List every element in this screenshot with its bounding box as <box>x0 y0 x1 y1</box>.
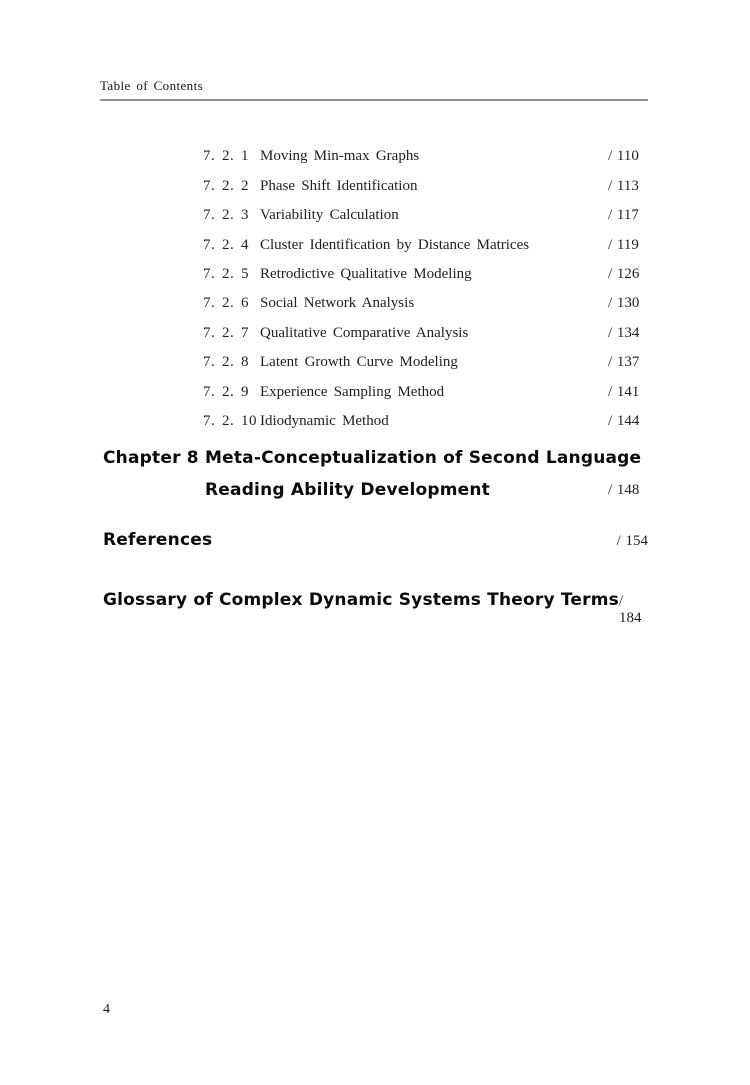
toc-entry-page: / 117 <box>608 207 639 224</box>
toc-entry-page: / 113 <box>608 177 639 194</box>
toc-entry <box>203 171 648 200</box>
toc-entry-page: / 141 <box>608 383 640 400</box>
toc-entry-references <box>103 530 648 550</box>
toc-entry-title: Idiodynamic Method <box>260 413 389 430</box>
glossary-title: Glossary of Complex Dynamic Systems Theory Terms <box>103 590 619 610</box>
toc-entry-number: 7. 2. 4 <box>203 236 249 253</box>
toc-entry <box>203 201 648 230</box>
toc-entry-title: Phase Shift Identification <box>260 177 418 194</box>
chapter-page: / 148 <box>608 482 640 498</box>
toc-entry <box>203 289 648 318</box>
toc-entry-page: / 110 <box>608 148 639 165</box>
toc-entry-title: Qualitative Comparative Analysis <box>260 324 469 341</box>
toc-entry-title: Cluster Identification by Distance Matrices <box>260 236 530 253</box>
toc-entry-page: / 119 <box>608 236 639 253</box>
toc-entry-number: 7. 2. 2 <box>203 177 249 194</box>
toc-section-list <box>203 142 648 436</box>
toc-entry <box>203 407 648 436</box>
references-title: References <box>103 530 213 550</box>
toc-entry-title: Moving Min-max Graphs <box>260 148 420 165</box>
glossary-page: / 184 <box>618 593 642 626</box>
toc-entry-number: 7. 2. 5 <box>203 265 249 282</box>
toc-entry-number: 7. 2. 7 <box>203 324 249 341</box>
toc-entry-page: / 137 <box>608 354 640 371</box>
toc-entry-page: / 130 <box>608 295 640 312</box>
toc-entry-title: Latent Growth Curve Modeling <box>260 354 458 371</box>
toc-entry-number: 7. 2. 8 <box>203 354 249 371</box>
toc-entry <box>203 348 648 377</box>
toc-entry-title: Social Network Analysis <box>260 295 415 312</box>
toc-entry-page: / 126 <box>608 265 640 282</box>
toc-entry <box>203 230 648 259</box>
toc-entry-number: 7. 2. 10 <box>203 413 257 430</box>
toc-entry-title: Retrodictive Qualitative Modeling <box>260 265 472 282</box>
chapter-label: Chapter 8 <box>103 448 199 468</box>
toc-entry-page: / 134 <box>608 324 640 341</box>
toc-entry-glossary <box>103 590 648 627</box>
toc-entry-title: Variability Calculation <box>260 207 399 224</box>
chapter-title-line1: Meta-Conceptualization of Second Language <box>205 448 642 468</box>
toc-entry <box>203 142 648 171</box>
toc-entry-title: Experience Sampling Method <box>260 383 445 400</box>
toc-entry <box>203 378 648 407</box>
toc-entry <box>203 319 648 348</box>
toc-entry-number: 7. 2. 9 <box>203 383 249 400</box>
toc-entry-number: 7. 2. 6 <box>203 295 249 312</box>
page-number: 4 <box>103 1002 110 1017</box>
chapter-title-line2: Reading Ability Development <box>205 480 491 500</box>
references-page: / 154 <box>616 533 648 549</box>
running-header: Table of Contents <box>100 78 204 93</box>
toc-entry <box>203 260 648 289</box>
toc-entry-page: / 144 <box>608 413 640 430</box>
toc-entry-number: 7. 2. 3 <box>203 207 249 224</box>
toc-entry-number: 7. 2. 1 <box>203 148 249 165</box>
header-rule <box>100 99 648 101</box>
